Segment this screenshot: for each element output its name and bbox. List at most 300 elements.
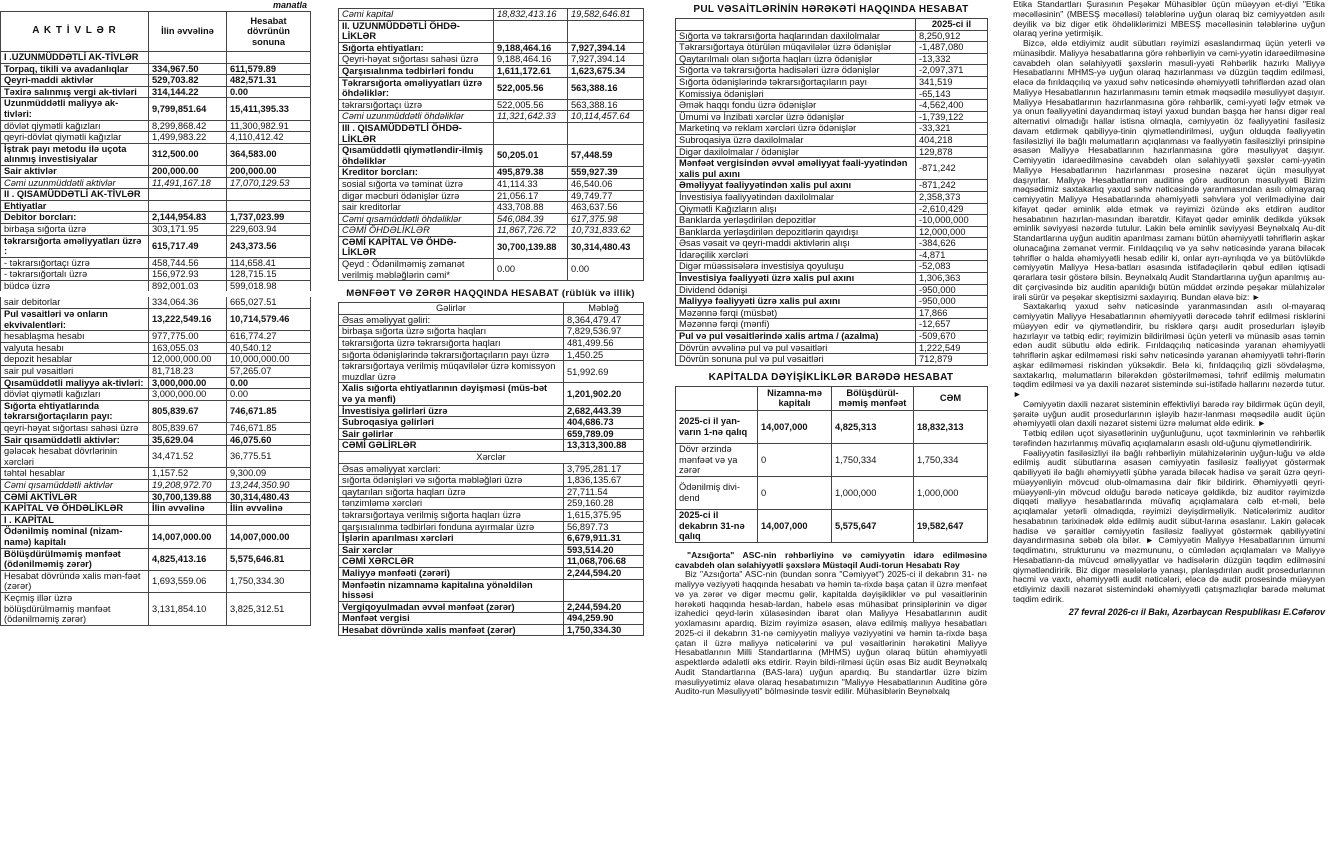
row-value-start: 314,144.22 bbox=[149, 86, 227, 98]
row-label: Maliyyə fəaliyyəti üzrə xalis pul axını bbox=[676, 296, 916, 308]
row-value-end: 46,540.06 bbox=[568, 178, 644, 190]
row-value: 56,897.73 bbox=[564, 521, 644, 533]
row-value-start: 977,775.00 bbox=[149, 331, 227, 343]
table-row bbox=[676, 261, 988, 273]
row-value-end: 665,027.51 bbox=[227, 294, 311, 308]
table-row bbox=[339, 556, 644, 568]
row-total: 19,582,647 bbox=[914, 509, 988, 542]
row-label: təkrarsığortaya verilmiş müqavilələr üzrə komissyon muzdlar üzrə bbox=[339, 361, 564, 383]
row-value: -2,610,429 bbox=[916, 203, 988, 215]
table-row bbox=[676, 410, 988, 443]
table-row bbox=[339, 65, 644, 77]
row-label: digər məcburi ödənişlər üzrə bbox=[339, 190, 494, 202]
balance-liabilities-table bbox=[338, 8, 644, 281]
row-label: Uzunmüddətli maliyyə ak-tivləri: bbox=[1, 98, 149, 120]
row-value: 129,878 bbox=[916, 146, 988, 158]
row-value-start: 200,000.00 bbox=[149, 165, 227, 177]
table-row bbox=[676, 191, 988, 203]
row-value-end: 0.00 bbox=[568, 259, 644, 281]
table-row bbox=[676, 476, 988, 509]
row-value-start: 11,491,167.18 bbox=[149, 177, 227, 189]
table-row bbox=[1, 434, 311, 446]
row-value-end: 746,671.85 bbox=[227, 423, 311, 435]
row-value-end: 599,018.98 bbox=[227, 280, 311, 294]
row-value: 12,000,000 bbox=[916, 226, 988, 238]
row-label: Cəmi qısamüddətli öhdəliklər bbox=[339, 213, 494, 225]
row-label: qarşısıalınma tədbirləri fonduna ayırmalar üzrə bbox=[339, 521, 564, 533]
audit-heading: "Azsığorta" ASC-nin rəhbərliyinə və cəmiyyətin idarə edilməsinə cavabdeh olan səlahiyyətli şəxslərə Müstəqil Audi-torun Hesabatı Rəy bbox=[675, 549, 987, 570]
table-row bbox=[339, 383, 644, 405]
row-label: KAPİTAL VƏ ÖHDƏLİKLƏR bbox=[1, 503, 149, 515]
row-label: Sair gəlirlər bbox=[339, 428, 564, 440]
table-row bbox=[676, 76, 988, 88]
table-row bbox=[1, 479, 311, 491]
row-label: Əsas əməliyyat xərcləri: bbox=[339, 463, 564, 475]
row-value-end: 36,775.51 bbox=[227, 446, 311, 468]
row-value-end: 114,658.41 bbox=[227, 257, 311, 269]
middle-column bbox=[338, 0, 643, 636]
capital-header: Nizamna-mə kapitalı bbox=[758, 386, 832, 410]
row-value: -13,332 bbox=[916, 53, 988, 65]
row-label: İnvestisiya fəaliyyətindən daxilolmalar bbox=[676, 191, 916, 203]
row-value-start: 458,744.56 bbox=[149, 257, 227, 269]
row-value-start bbox=[149, 514, 227, 526]
row-value-end: 10,000,000.00 bbox=[227, 354, 311, 366]
row-value: -33,321 bbox=[916, 123, 988, 135]
row-value-end: 13,244,350.90 bbox=[227, 479, 311, 491]
row-value: -52,083 bbox=[916, 261, 988, 273]
row-value: -871,242 bbox=[916, 158, 988, 180]
row-label: Sığorta ödənişlərində təkrarsığortaçıların payı bbox=[676, 76, 916, 88]
audit-column bbox=[1013, 0, 1325, 617]
table-row bbox=[1, 294, 311, 308]
row-value: 7,829,536.97 bbox=[564, 326, 644, 338]
table-row bbox=[339, 475, 644, 487]
table-row bbox=[339, 326, 644, 338]
table-header-row bbox=[676, 19, 988, 31]
row-retained: 4,825,313 bbox=[832, 410, 914, 443]
row-value-start: 546,084.39 bbox=[494, 213, 568, 225]
row-value: 1,615,375.95 bbox=[564, 509, 644, 521]
row-value: 2,682,443.39 bbox=[564, 405, 644, 417]
row-value-start bbox=[149, 200, 227, 212]
row-label: Komissiya ödənişləri bbox=[676, 88, 916, 100]
table-row bbox=[339, 178, 644, 190]
year-header: 2025-ci il bbox=[916, 19, 988, 31]
row-label: - təkrarsığortaçı üzrə bbox=[1, 257, 149, 269]
row-value: 3,795,281.17 bbox=[564, 463, 644, 475]
row-label: təkrarsığortaya verilmiş sığorta haqları üzrə bbox=[339, 509, 564, 521]
row-label: Təkrarsığorta əməliyyatları üzrə öhdəliklər: bbox=[339, 77, 494, 99]
table-row bbox=[676, 215, 988, 227]
table-row bbox=[339, 9, 644, 21]
table-row bbox=[1, 120, 311, 132]
row-label: Qiymətli Kağızların alışı bbox=[676, 203, 916, 215]
row-value-start: 522,005.56 bbox=[494, 99, 568, 111]
row-label: Digər müəssisələrə investisiya qoyuluşu bbox=[676, 261, 916, 273]
row-label: Əməliyyat fəaliyyətindən xalis pul axını bbox=[676, 180, 916, 192]
unit-label: manatla bbox=[272, 0, 307, 10]
row-total: 18,832,313 bbox=[914, 410, 988, 443]
table-row bbox=[339, 624, 644, 636]
row-value-end: 46,075.60 bbox=[227, 434, 311, 446]
row-label: Qısamüddətli qiymətləndir-ilmiş öhdəliklər bbox=[339, 145, 494, 167]
row-label: Mənfəətin nizamnamə kapitalına yönəldilən hissəsi bbox=[339, 579, 564, 601]
row-label: Qaytarılmalı olan sığorta haqları üzrə ödənişlər bbox=[676, 53, 916, 65]
table-row bbox=[676, 238, 988, 250]
table-row bbox=[676, 249, 988, 261]
expense-header: Xərclər bbox=[339, 451, 644, 463]
row-value-start: 892,001.03 bbox=[149, 280, 227, 294]
row-value-start: 13,222,549.16 bbox=[149, 309, 227, 331]
row-label: Sığorta ehtiyatlarında təkrarsığortaçıların payı: bbox=[1, 400, 149, 422]
row-value-start: 30,700,139.88 bbox=[149, 491, 227, 503]
table-row bbox=[676, 319, 988, 331]
row-value: 712,879 bbox=[916, 354, 988, 366]
row-label: Dövrün əvvəlinə pul və pul vəsaitləri bbox=[676, 342, 916, 354]
audit-paragraph-responsibility: Bizcə, əldə etdiyimiz audit sübutları rəyimizi əsaslandırmaq üçün yeterli və münasibdir. Maliyyə hesabatlarına görə rəhbərliyin və cəmi-yyətin idarəedilməsinə cavabdeh olan səlahiyyətli şəxslərin məsuli-yyəti Rəhbərlik hazırkı Maliyyə Hesabatlarını MHMS-yə uyğun olaraq hazırlanması və düzgün təqdim edilməsi, eləcə də fırıldaqçılıq və yaxud səhv nəticəsində əhəmiyyətli təhriflərdən azad olan Maliyyə Hesabatlarının hazırlanmasını təmin etmək məqsədilə məsuliyyət daşıyır. Maliyyə Hesabatlarının hazırlanmasına görə rəhbərlik, cəmi-yyəti ləğv etmək və ya onun fəaliyyətini dayandırmaq istəyi yaxud bundan başqa hər hansı digər real alternativi olmadığı hallar istisna olmaqla, cəmiyyətin öz fəaliyyətini fasiləsiz davam etdirmək qabiliyyə-tinin qiymətləndirilməsi, uyğun olduqda fəaliyyətin fasiləsizliyi ilə bağlı məlumatların açıqlanması və fəaliyyətin fasiləsizliyi prinsipinə əsasən Maliyyə Hesabatlarının hazırlanmasına görə məsuliyyət daşıyır. Cəmiyyətin idarəedilməsinə cavabdeh olan səlahiyyətli şəxslər cəmi-yyətin Maliyyə Hesabatlarının hazırlanması prosesinə nəzarət üçün məsuliyyət daşıyırlar. Maliyyə Hesabatlarının auditinə görə auditorun məsuliyyəti Bizim məqsədimiz saxtakarlıq yaxud səhv nəticəsində yaranmasından asılı olmayaraq cəmiyyətin Maliyyə Hesabatlarında əhəmiyyətli səhvlərə yol verilmədiyinə dair kifayət qədər əminlik əldə etmək və rəyimizi özündə əks etdirən auditor hesabatının hazırlan-masından ibarətdir. Kifayət qədər əminlik dedikdə yüksək əminlik səviyyəsi nəzərdə tutulur. Lakin belə əminlik səviyyəsi Beynəlxalq Au-dit Standartlarına uyğun auditin aparılması zamanı bütün əhəmiyyətli təhriflərin aşkar olunacağına zəmanət vermir. Fırıldaqçılıq və ya səhv nəticəsində yarana biləcək təhriflər o halda əhəmiyyətli hesab edilir ki, onlar ayrı-ayrılıqda və ya bütövlükdə cəmiyyətin Maliyyə Hesa-batları əsasında istifadəçilərin qəbul edilən iqtisadi qərarlara təsir göstərə bilsin. Beynəlxalq Audit Standartlarına uyğun aparılmış au-dit çərçivəsində biz auditin aparıldığı bütün müddət ərzində peşəkar mülahizələr irəli sürür və peşəkar skeptisizmi saxlayırıq. Bundan əlavə biz: ► bbox=[1013, 38, 1325, 302]
table-row bbox=[339, 111, 644, 123]
row-value-start: İlin əvvəlinə bbox=[149, 503, 227, 515]
row-value-end: 49,749.77 bbox=[568, 190, 644, 202]
row-value: 1,750,334.30 bbox=[564, 624, 644, 636]
row-value-end: 57,448.59 bbox=[568, 145, 644, 167]
row-label: sığorta ödənişləri və sığorta məbləğləri üzrə bbox=[339, 475, 564, 487]
row-label: 2025-ci il yan-varın 1-nə qalıq bbox=[676, 410, 758, 443]
table-row bbox=[1, 570, 311, 592]
row-label: sosial sığorta və təminat üzrə bbox=[339, 178, 494, 190]
row-value: 481,499.56 bbox=[564, 338, 644, 350]
row-capital: 14,007,000 bbox=[758, 509, 832, 542]
row-value: -2,097,371 bbox=[916, 65, 988, 77]
row-value-start: 18,832,413.16 bbox=[494, 9, 568, 21]
row-label: Cəmi uzunmüddətli aktivlər bbox=[1, 177, 149, 189]
total-header: CƏM bbox=[914, 386, 988, 410]
row-label: Əmək haqqı fondu üzrə ödənişlər bbox=[676, 100, 916, 112]
row-label: Sığorta ehtiyatları: bbox=[339, 42, 494, 54]
audit-paragraph-opinion: Biz "Azsığorta" ASC-nin (bundan sonra "Cəmiyyət") 2025-ci il dekabrın 31- nə maliyyə vəziyyəti haqqında hesabatı və həmin ta-rixdə başa çatan il üzrə mənfəət və ya zərər və digər məcmu gəlir, kapitalda dəyişikliklər və pul vəsaitlərinin hərəkəti haqqında hesab-lardan, habelə əsas mühasibat prinsiplərinin və digər izahedici qeyd-lərin xülasəsindən ibarət olan Maliyyə Hesabatlarının audit yoxlamasını apardıq. Bizim rəyimizə əsasən, əlavə edilmiş maliyyə hesabatları 2025-ci il dekabrın 31-nə cəmiyyətin maliyyə vəziyyətini və həmin ta-rixdə başa çatan il üzrə maliyyə nəticələrini və pul vəsaitlərinin hərəkətini Maliyyə Hesabatlarının Milli Standartlarına (MHMS) uyğun olaraq bütün əhəmiyyətli aspektlərdə ədalətli əks etdirir. Rəyin bildi-rilməsi üçün əsas Biz audit Beynəlxalq Audit Standartlarına (BAS-lara) uyğun apardıq. Bu standartlar üzrə bizim məsuliyyətimiz əlavə olaraq hesabatımızın "Maliyyə Hesabatlarının Auditinə görə Audito-run Məsuliyyəti" bölməsində təsvir edilir. Mühasiblərin Beynəlxalq bbox=[675, 569, 987, 697]
row-value-end: 19,582,646.81 bbox=[568, 9, 644, 21]
row-value-start: 11,867,726.72 bbox=[494, 225, 568, 237]
row-value-end: 57,265.07 bbox=[227, 366, 311, 378]
right-middle-column bbox=[675, 0, 987, 697]
row-value: 1,450.25 bbox=[564, 349, 644, 361]
row-value-start: 805,839.67 bbox=[149, 400, 227, 422]
table-row bbox=[1, 63, 311, 75]
table-row bbox=[1, 98, 311, 120]
row-value-end: 0.00 bbox=[227, 389, 311, 401]
table-row bbox=[676, 273, 988, 285]
row-value: 27,711.54 bbox=[564, 486, 644, 498]
table-row bbox=[1, 177, 311, 189]
row-value: 11,068,706.68 bbox=[564, 556, 644, 568]
row-value: -4,562,400 bbox=[916, 100, 988, 112]
row-value-start: 433,708.88 bbox=[494, 202, 568, 214]
row-label: Qeyri-maddi aktivlər bbox=[1, 75, 149, 87]
row-label: təkrarsığortaçı üzrə bbox=[339, 99, 494, 111]
table-row bbox=[676, 146, 988, 158]
row-value: 2,244,594.20 bbox=[564, 601, 644, 613]
row-value-start: 19,208,972.70 bbox=[149, 479, 227, 491]
income-header: Gəlirlər bbox=[339, 303, 564, 315]
row-label: Pul vəsaitləri və onların ekvivalentləri: bbox=[1, 309, 149, 331]
table-row bbox=[1, 212, 311, 224]
row-label: depozit hesablar bbox=[1, 354, 149, 366]
row-value: -12,657 bbox=[916, 319, 988, 331]
row-value: 8,364,479.47 bbox=[564, 314, 644, 326]
row-label: Qeyd : Ödənilməmiş zəmanət verilmiş məbləğlərin cəmi* bbox=[339, 259, 494, 281]
row-value-start: 522,005.56 bbox=[494, 77, 568, 99]
table-row bbox=[1, 342, 311, 354]
row-value-start: 615,717.49 bbox=[149, 235, 227, 257]
row-label: Torpaq, tikili və avadanlıqlar bbox=[1, 63, 149, 75]
row-value-end: 482,571.31 bbox=[227, 75, 311, 87]
table-row bbox=[676, 354, 988, 366]
table-row bbox=[1, 400, 311, 422]
table-row bbox=[676, 509, 988, 542]
row-value-start: 9,188,464.16 bbox=[494, 54, 568, 66]
row-value-start: 1,499,983.22 bbox=[149, 132, 227, 144]
row-retained: 1,750,334 bbox=[832, 443, 914, 476]
row-value: 51,992.69 bbox=[564, 361, 644, 383]
table-row bbox=[339, 440, 644, 452]
row-label: Məzənnə fərqi (müsbət) bbox=[676, 307, 916, 319]
row-value-end: 30,314,480.43 bbox=[227, 491, 311, 503]
row-value: 13,313,300.88 bbox=[564, 440, 644, 452]
row-value-start: 1,693,559.06 bbox=[149, 570, 227, 592]
table-row bbox=[1, 548, 311, 570]
auditor-signature: 27 fevral 2026-cı il Bakı, Azərbaycan Respublikası E.Cəfərov bbox=[1068, 606, 1325, 617]
row-label: təhtəl hesablar bbox=[1, 468, 149, 480]
row-value-end: 40,540.12 bbox=[227, 342, 311, 354]
row-value-start: 495,879.38 bbox=[494, 167, 568, 179]
table-row bbox=[339, 613, 644, 625]
row-value: -10,000,000 bbox=[916, 215, 988, 227]
row-label: Qeyri-həyat sığortası sahəsi üzrə bbox=[339, 54, 494, 66]
row-label: Kreditor borcları: bbox=[339, 167, 494, 179]
row-label: hesablaşma hesabı bbox=[1, 331, 149, 343]
equity-table bbox=[675, 386, 988, 543]
table-header-row bbox=[339, 451, 644, 463]
row-value-start: 0.00 bbox=[494, 259, 568, 281]
row-value-end: 11,300,982.91 bbox=[227, 120, 311, 132]
row-capital: 14,007,000 bbox=[758, 410, 832, 443]
row-label: Əsas vəsait və qeyri-maddi aktivlərin alışı bbox=[676, 238, 916, 250]
table-row bbox=[1, 143, 311, 165]
row-value-end: 14,007,000.00 bbox=[227, 526, 311, 548]
row-value-end: 1,623,675.34 bbox=[568, 65, 644, 77]
row-label: qaytarılan sığorta haqları üzrə bbox=[339, 486, 564, 498]
row-value-start: 4,825,413.16 bbox=[149, 548, 227, 570]
row-value-end: 15,411,395.33 bbox=[227, 98, 311, 120]
table-row bbox=[1, 223, 311, 235]
row-value-end: 7,927,394.14 bbox=[568, 42, 644, 54]
table-row bbox=[339, 20, 644, 42]
row-value: -4,871 bbox=[916, 249, 988, 261]
table-row bbox=[1, 503, 311, 515]
row-label: Banklarda yerləşdirilən depozitlər bbox=[676, 215, 916, 227]
row-value: 404,218 bbox=[916, 134, 988, 146]
row-value-start: 12,000,000.00 bbox=[149, 354, 227, 366]
row-value: -871,242 bbox=[916, 180, 988, 192]
row-label: İdarəçilik xərcləri bbox=[676, 249, 916, 261]
table-row bbox=[676, 134, 988, 146]
row-label: Təkrarsığortaya ötürülən müqavilələr üzrə ödənişlər bbox=[676, 42, 916, 54]
row-label: 2025-ci il dekabrın 31-nə qalıq bbox=[676, 509, 758, 542]
row-value-end: 563,388.16 bbox=[568, 99, 644, 111]
table-row bbox=[1, 377, 311, 389]
row-label: CƏMİ GƏLİRLƏR bbox=[339, 440, 564, 452]
row-value-start: 9,799,851.64 bbox=[149, 98, 227, 120]
table-row bbox=[676, 284, 988, 296]
table-row bbox=[339, 225, 644, 237]
row-label: I . KAPİTAL bbox=[1, 514, 149, 526]
row-retained: 1,000,000 bbox=[832, 476, 914, 509]
table-row bbox=[1, 423, 311, 435]
row-label: Sığorta və təkrarsığorta hadisələri üzrə ödənişlər bbox=[676, 65, 916, 77]
table-row bbox=[1, 257, 311, 269]
table-row bbox=[676, 443, 988, 476]
audit-paragraph-ethics: Etika Standartları Şurasının Peşəkar Mühasiblər üçün müəyyən et-diyi "Etika məcəlləsinin" (MBESŞ məcəlləsi) tələblərinə uyğun olaraq biz cəmiyyətdən asılı deyilik və biz digər etik öhdəliklərimizi MBESŞ məcəlləsinin tələblərinə uyğun olaraq yerinə yetirmişik. bbox=[1013, 0, 1325, 39]
row-label: Mənfəət vergisi bbox=[339, 613, 564, 625]
row-value: 17,866 bbox=[916, 307, 988, 319]
balance-assets-table bbox=[0, 11, 311, 626]
table-row bbox=[676, 42, 988, 54]
row-total: 1,750,334 bbox=[914, 443, 988, 476]
table-row bbox=[339, 54, 644, 66]
row-value-start: 8,299,868.42 bbox=[149, 120, 227, 132]
row-label: CƏMİ KAPİTAL VƏ ÖHDƏ-LİKLƏR bbox=[339, 236, 494, 258]
table-row bbox=[339, 567, 644, 579]
row-value-end bbox=[568, 20, 644, 42]
table-row bbox=[339, 509, 644, 521]
row-value: 593,514.20 bbox=[564, 544, 644, 556]
row-total: 1,000,000 bbox=[914, 476, 988, 509]
pnl-table bbox=[338, 302, 644, 636]
row-value-start: 14,007,000.00 bbox=[149, 526, 227, 548]
retained-header: Bölüşdürül-məmiş mənfəət bbox=[832, 386, 914, 410]
row-label: CƏMİ XƏRCLƏR bbox=[339, 556, 564, 568]
row-label: valyuta hesabı bbox=[1, 342, 149, 354]
row-value: 341,519 bbox=[916, 76, 988, 88]
row-value-start: 35,629.04 bbox=[149, 434, 227, 446]
table-row bbox=[676, 30, 988, 42]
row-value-start bbox=[494, 122, 568, 144]
row-value: 1,306,363 bbox=[916, 273, 988, 285]
equity-title: KAPİTALDA DƏYİŞİKLİKLƏR BARƏDƏ HESABAT bbox=[708, 371, 954, 383]
table-row bbox=[1, 75, 311, 87]
row-label: I .UZUNMÜDDƏTLİ AK-TİVLƏR bbox=[1, 52, 149, 64]
row-value-end: 563,388.16 bbox=[568, 77, 644, 99]
row-label: Subroqasiya gəlirləri bbox=[339, 417, 564, 429]
row-value: 259,160.28 bbox=[564, 498, 644, 510]
row-value-end: 1,737,023.99 bbox=[227, 212, 311, 224]
row-value: 494,259.90 bbox=[564, 613, 644, 625]
row-label: Cəmi kapital bbox=[339, 9, 494, 21]
row-capital: 0 bbox=[758, 443, 832, 476]
row-label: büdcə üzrə bbox=[1, 280, 149, 294]
row-label: Dividend ödənişi bbox=[676, 284, 916, 296]
row-value: 404,686.73 bbox=[564, 417, 644, 429]
row-value: 8,250,912 bbox=[916, 30, 988, 42]
row-value: -509,670 bbox=[916, 331, 988, 343]
row-label: Digər daxilolmalar / ödənişlər bbox=[676, 146, 916, 158]
row-value-end: 7,927,394.14 bbox=[568, 54, 644, 66]
row-label: Dövrün sonuna pul və pul vəsaitləri bbox=[676, 354, 916, 366]
table-row bbox=[339, 314, 644, 326]
row-value-start: 303,171.95 bbox=[149, 223, 227, 235]
table-row bbox=[339, 236, 644, 258]
row-value-end: 10,731,833.62 bbox=[568, 225, 644, 237]
table-row bbox=[339, 99, 644, 111]
row-value bbox=[564, 579, 644, 601]
table-row bbox=[676, 307, 988, 319]
table-row bbox=[339, 544, 644, 556]
row-label: Keçmiş illər üzrə bölüşdürülməmiş mənfəət (ödənilməmiş zərər) bbox=[1, 592, 149, 625]
table-row bbox=[339, 521, 644, 533]
row-value: 659,789.09 bbox=[564, 428, 644, 440]
row-value-end bbox=[227, 52, 311, 64]
row-value-end: 463,637.56 bbox=[568, 202, 644, 214]
row-label: təkrarsığorta üzrə təkrarsığorta haqları bbox=[339, 338, 564, 350]
table-row bbox=[1, 514, 311, 526]
row-value: -1,487,080 bbox=[916, 42, 988, 54]
row-value-start: 334,967.50 bbox=[149, 63, 227, 75]
row-label: sair pul vəsaitləri bbox=[1, 366, 149, 378]
table-row bbox=[339, 349, 644, 361]
row-label: sığorta ödənişlərində təkrarsığortaçıların payı üzrə bbox=[339, 349, 564, 361]
row-value-end: 4,110,412.42 bbox=[227, 132, 311, 144]
row-value-end: 3,825,312.51 bbox=[227, 592, 311, 625]
table-row bbox=[339, 202, 644, 214]
table-row bbox=[1, 235, 311, 257]
table-row bbox=[676, 65, 988, 77]
table-row bbox=[1, 468, 311, 480]
table-row bbox=[676, 342, 988, 354]
row-value-end bbox=[227, 514, 311, 526]
row-label: Mənfəət vergisindən əvvəl əməliyyat fəali-yyətindən xalis pul axını bbox=[676, 158, 916, 180]
row-label: təkrarsığorta əməliyyatları üzrə : bbox=[1, 235, 149, 257]
row-value-end: 128,715.15 bbox=[227, 269, 311, 281]
row-label: Hesabat dövründə xalis mən-fəət (zərər) bbox=[1, 570, 149, 592]
row-label: Ödənilmiş nominal (nizam-namə) kapitalı bbox=[1, 526, 149, 548]
table-row bbox=[1, 366, 311, 378]
table-row bbox=[676, 53, 988, 65]
row-value-start: 163,055.03 bbox=[149, 342, 227, 354]
table-row bbox=[339, 190, 644, 202]
row-label: İnvestisiya gəlirləri üzrə bbox=[339, 405, 564, 417]
row-value-start: 11,321,642.33 bbox=[494, 111, 568, 123]
row-label: sair debitorlar bbox=[1, 294, 149, 308]
table-row bbox=[676, 88, 988, 100]
row-label: İştrak payı metodu ilə uçota alınmış investisiyalar bbox=[1, 143, 149, 165]
row-value: -65,143 bbox=[916, 88, 988, 100]
table-row bbox=[676, 158, 988, 180]
table-row bbox=[339, 338, 644, 350]
row-value-end: 30,314,480.43 bbox=[568, 236, 644, 258]
table-row bbox=[1, 309, 311, 331]
row-label: CƏMİ ÖHDƏLİKLƏR bbox=[339, 225, 494, 237]
row-label: Subroqasiya üzrə daxilolmalar bbox=[676, 134, 916, 146]
row-value-start bbox=[149, 52, 227, 64]
row-label: Əsas əməliyyat gəliri: bbox=[339, 314, 564, 326]
row-label: tənzimləmə xərcləri bbox=[339, 498, 564, 510]
row-label: Xalis sığorta ehtiyatlarının dəyişməsi (müs-bət və ya mənfi) bbox=[339, 383, 564, 405]
row-value: 2,358,373 bbox=[916, 191, 988, 203]
amount-header: Məbləğ bbox=[564, 303, 644, 315]
table-row bbox=[676, 296, 988, 308]
row-value: 1,836,135.67 bbox=[564, 475, 644, 487]
